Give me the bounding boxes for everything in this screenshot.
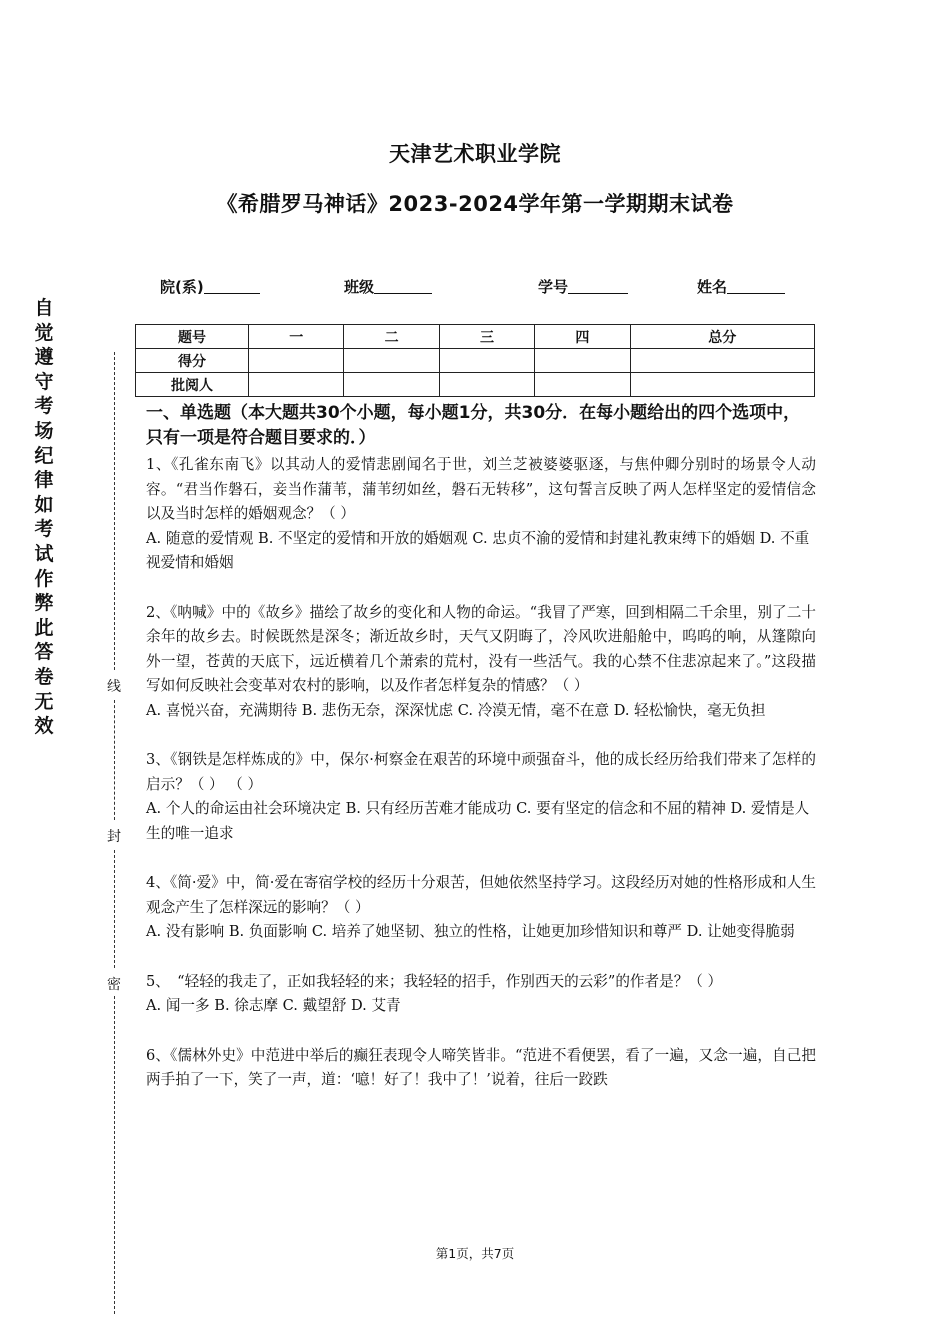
department-label: 院(系) <box>160 278 204 296</box>
score-table <box>135 324 815 397</box>
question-stem: 6、《儒林外史》中范进中举后的癫狂表现令人啼笑皆非。“范进不看便罢，看了一遍，又念一遍，自己把两手拍了一下，笑了一声，道：‘噫！好了！我中了！’说着，往后一跤跌 <box>146 1046 816 1088</box>
department-blank[interactable] <box>204 278 260 294</box>
side-notice-char: 如 <box>34 493 54 516</box>
student-id-field <box>538 276 628 297</box>
side-notice-char: 作 <box>34 567 54 590</box>
side-notice-char: 场 <box>34 419 54 442</box>
seal-mark-seal: 封 <box>104 826 124 846</box>
question-options: A. 喜悦兴奋，充满期待 B. 悲伤无奈，深深忧虑 C. 冷漠无情，毫不在意 D. 轻松愉快，毫无负担 <box>146 701 766 719</box>
side-notice-char: 律 <box>34 469 54 492</box>
score-header-cell: 二 <box>344 325 439 349</box>
score-row <box>136 349 815 373</box>
score-row-label: 得分 <box>136 349 249 373</box>
name-blank[interactable] <box>727 278 785 294</box>
grader-cell[interactable] <box>535 373 630 397</box>
side-notice-char: 效 <box>34 715 54 738</box>
grader-cell[interactable] <box>344 373 439 397</box>
section-title: 一、单选题（本大题共30个小题，每小题1分，共30分．在每小题给出的四个选项中，只有一项是符合题目要求的．） <box>146 403 801 448</box>
question-stem: 4、《简·爱》中，简·爱在寄宿学校的经历十分艰苦，但她依然坚持学习。这段经历对她的性格形成和人生观念产生了怎样深远的影响？（ ） <box>146 874 816 916</box>
question-options: A. 闻一多 B. 徐志摩 C. 戴望舒 D. 艾青 <box>146 997 401 1014</box>
question-stem: 1、《孔雀东南飞》以其动人的爱情悲剧闻名于世，刘兰芝被婆婆驱逐，与焦仲卿分别时的场景令人动容。“君当作磐石，妾当作蒲苇，蒲苇纫如丝，磐石无转移”，这句誓言反映了两人怎样坚定的爱情信念以及当时怎样的婚姻观念？（ ） <box>146 456 816 522</box>
question-stem: 2、《呐喊》中的《故乡》描绘了故乡的变化和人物的命运。“我冒了严寒，回到相隔二千余里，别了二十余年的故乡去。时候既然是深冬；渐近故乡时，天气又阴晦了，冷风吹进船舱中，呜呜的响，从篷隙向外一望，苍黄的天底下，远近横着几个萧索的荒村，没有一些活气。我的心禁不住悲凉起来了。”这段描写如何反映社会变革对农村的影响，以及作者怎样复杂的情感？（ ） <box>146 603 816 694</box>
name-label: 姓名 <box>697 278 728 296</box>
page-footer: 第1页，共7页 <box>435 1246 515 1261</box>
seal-dashed-line <box>114 700 115 820</box>
class-blank[interactable] <box>374 278 432 294</box>
seal-dashed-line <box>114 996 115 1314</box>
score-cell[interactable] <box>249 349 344 373</box>
side-exam-notice <box>33 296 55 739</box>
seal-mark-secret: 密 <box>104 974 124 994</box>
side-notice-char: 答 <box>34 641 54 664</box>
side-notice-char: 考 <box>34 395 54 418</box>
side-notice-char: 觉 <box>34 321 54 344</box>
class-field <box>344 276 432 297</box>
score-cell[interactable] <box>344 349 439 373</box>
side-notice-char: 此 <box>34 616 54 639</box>
side-notice-char: 守 <box>34 370 54 393</box>
grader-row <box>136 373 815 397</box>
side-notice-char: 考 <box>34 518 54 541</box>
side-notice-char: 遵 <box>34 346 54 369</box>
score-header-cell: 三 <box>439 325 534 349</box>
question-stem: 5、 “轻轻的我走了，正如我轻轻的来；我轻轻的招手，作别西天的云彩”的作者是？（ ） <box>146 972 723 990</box>
question-options: A. 没有影响 B. 负面影响 C. 培养了她坚韧、独立的性格，让她更加珍惜知识和尊严 D. 让她变得脆弱 <box>146 923 795 940</box>
score-header-cell: 一 <box>249 325 344 349</box>
exam-content <box>146 401 816 1093</box>
score-header-cell: 题号 <box>136 325 249 349</box>
seal-dashed-line <box>114 850 115 968</box>
side-notice-char: 自 <box>34 297 54 319</box>
grader-row-label: 批阅人 <box>136 373 249 397</box>
name-field <box>697 276 785 297</box>
score-cell[interactable] <box>439 349 534 373</box>
grader-cell[interactable] <box>249 373 344 397</box>
side-notice-char: 试 <box>34 542 54 565</box>
side-notice-char: 无 <box>34 690 54 713</box>
seal-mark-line: 线 <box>104 676 124 696</box>
question-options: A. 随意的爱情观 B. 不坚定的爱情和开放的婚姻观 C. 忠贞不渝的爱情和封建礼教束缚下的婚姻 D. 不重视爱情和婚姻 <box>146 529 810 571</box>
score-header-cell: 四 <box>535 325 630 349</box>
school-name: 天津艺术职业学院 <box>389 142 561 166</box>
class-label: 班级 <box>344 278 375 296</box>
seal-dashed-line <box>114 352 115 670</box>
score-cell[interactable] <box>535 349 630 373</box>
student-id-label: 学号 <box>538 278 569 296</box>
grader-cell[interactable] <box>439 373 534 397</box>
score-cell[interactable] <box>630 349 814 373</box>
exam-title: 《希腊罗马神话》2023-2024学年第一学期期末试卷 <box>216 192 734 216</box>
score-header-cell: 总分 <box>630 325 814 349</box>
student-info-row <box>160 276 810 298</box>
student-id-blank[interactable] <box>568 278 628 294</box>
question-stem: 3、《钢铁是怎样炼成的》中，保尔·柯察金在艰苦的环境中顽强奋斗，他的成长经历给我们带来了怎样的启示？（ ） （ ） <box>146 751 816 793</box>
score-table-header-row <box>136 325 815 349</box>
side-notice-char: 弊 <box>34 592 54 615</box>
department-field <box>160 276 260 297</box>
grader-cell[interactable] <box>630 373 814 397</box>
side-notice-char: 卷 <box>34 665 54 688</box>
question-options: A. 个人的命运由社会环境决定 B. 只有经历苦难才能成功 C. 要有坚定的信念和不屈的精神 D. 爱情是人生的唯一追求 <box>146 800 810 842</box>
side-notice-char: 纪 <box>34 444 54 467</box>
